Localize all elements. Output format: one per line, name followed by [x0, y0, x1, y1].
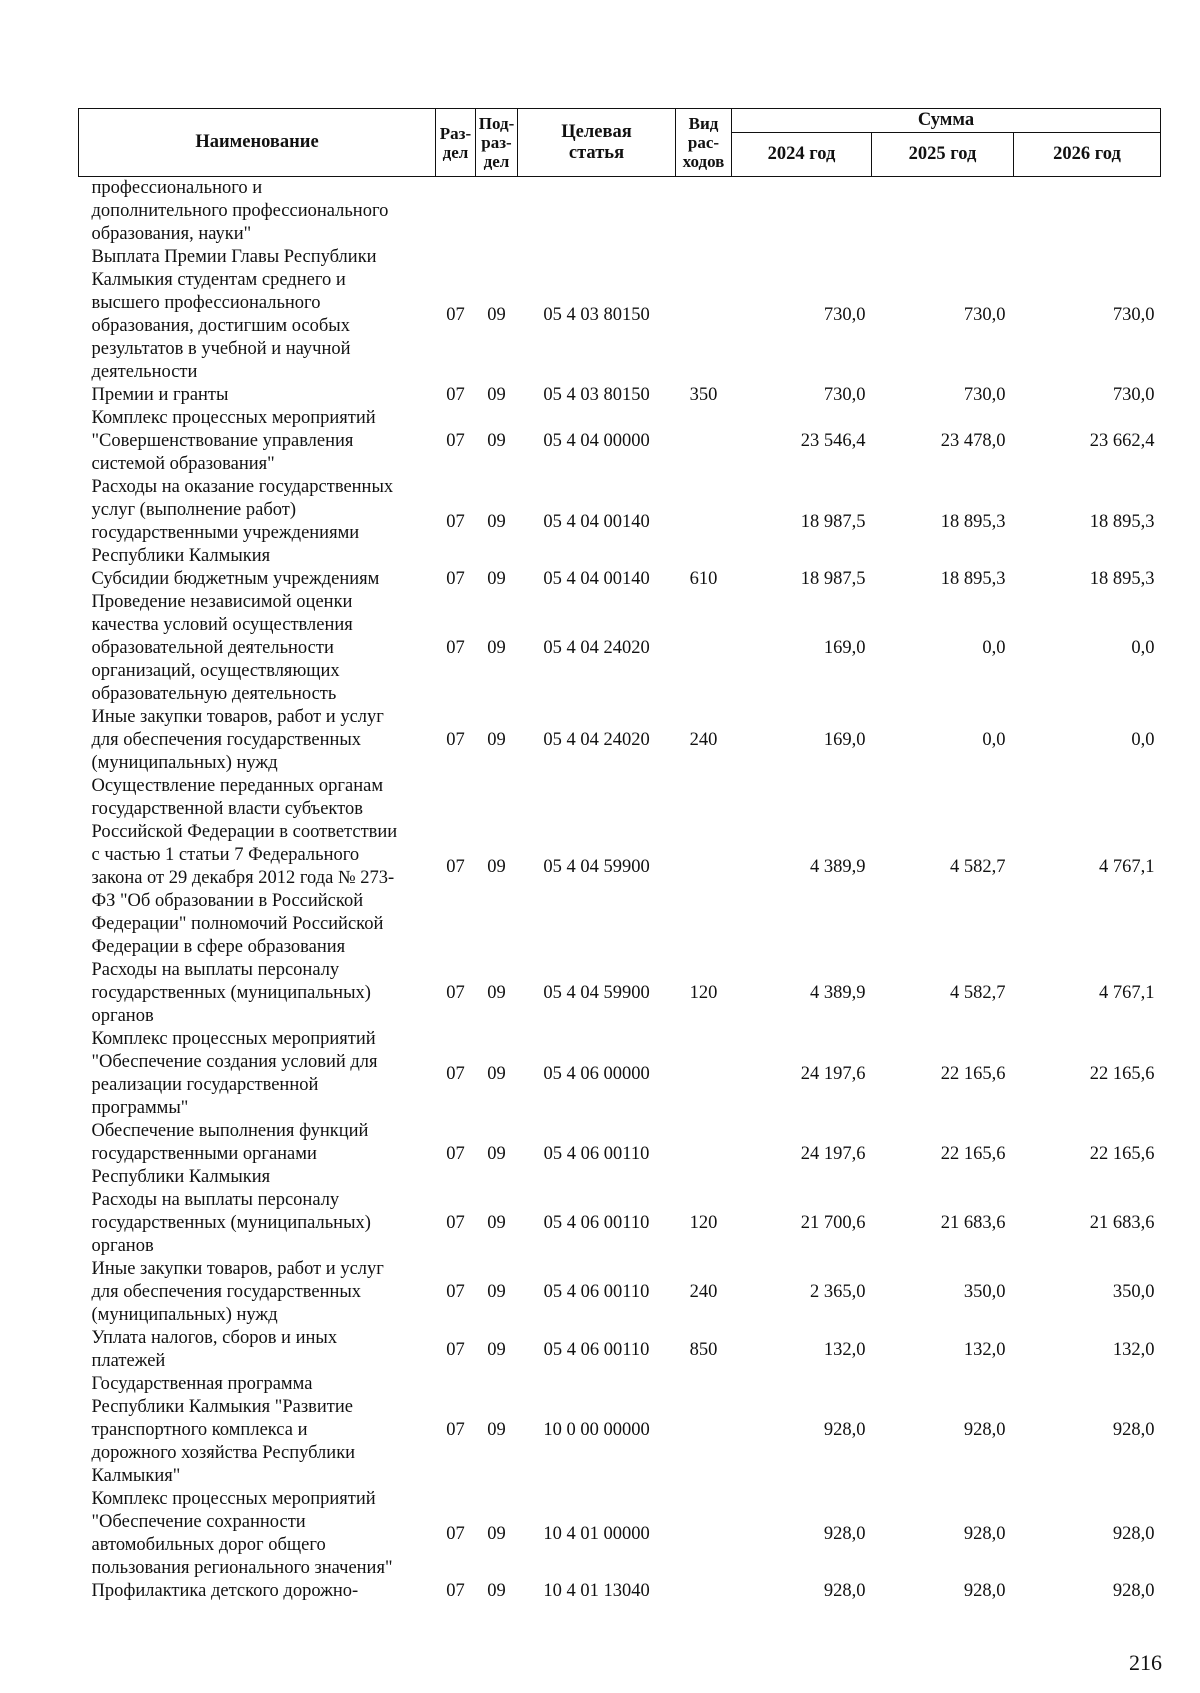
- row-razdel: 07: [446, 1339, 465, 1360]
- table-row: [79, 1258, 1161, 1327]
- row-podrazdel: 09: [487, 1420, 506, 1440]
- table-row: [79, 706, 1161, 775]
- row-name: Расходы на выплаты персоналу государственных (муниципальных) органов: [91, 960, 371, 1026]
- table-row: [79, 591, 1161, 706]
- row-sum-2024: 730,0: [823, 385, 866, 405]
- row-podrazdel: 09: [487, 1581, 506, 1601]
- header-kind: Вид рас- ходов: [676, 109, 732, 177]
- row-razdel: 07: [446, 1213, 465, 1233]
- header-2024: 2024 год: [732, 133, 872, 177]
- row-name: Иные закупки товаров, работ и услуг для обеспечения государственных (муниципальных) нужд: [91, 707, 384, 773]
- row-sum-2026: 730,0: [1112, 304, 1155, 325]
- row-name: профессионального и дополнительного профессионального образования, науки": [91, 178, 389, 244]
- row-sum-2025: 730,0: [963, 304, 1006, 325]
- row-name: Премии и гранты: [91, 385, 229, 405]
- row-podrazdel: 09: [487, 304, 506, 325]
- header-razdel: Раз- дел: [436, 109, 476, 177]
- row-kind: 610: [689, 569, 718, 589]
- header-sum: Сумма: [732, 109, 1161, 133]
- row-sum-2025: 4 582,7: [950, 856, 1006, 877]
- row-podrazdel: 09: [487, 1144, 506, 1164]
- row-sum-2026: 928,0: [1112, 1581, 1155, 1601]
- row-sum-2026: 23 662,4: [1089, 431, 1155, 451]
- row-kind: 350: [689, 385, 718, 405]
- row-sum-2025: 928,0: [963, 1420, 1006, 1440]
- row-sum-2025: 0,0: [982, 638, 1006, 658]
- row-kind: [676, 1488, 732, 1580]
- row-razdel: 07: [446, 1420, 465, 1440]
- row-podrazdel: 09: [487, 385, 506, 405]
- row-name: Обеспечение выполнения функций государственными органами Республики Калмыкия: [91, 1121, 369, 1187]
- table-row: [79, 1327, 1161, 1373]
- row-name: Иные закупки товаров, работ и услуг для обеспечения государственных (муниципальных) нужд: [91, 1259, 384, 1325]
- row-target: [518, 177, 676, 247]
- row-sum-2024: 730,0: [823, 304, 866, 325]
- row-kind: [676, 407, 732, 476]
- row-sum-2025: 928,0: [963, 1581, 1006, 1601]
- row-podrazdel: 09: [487, 431, 506, 451]
- row-sum-2026: 132,0: [1112, 1339, 1155, 1360]
- row-sum-2026: 350,0: [1112, 1282, 1155, 1302]
- row-kind: [676, 1373, 732, 1488]
- row-sum-2026: 928,0: [1112, 1420, 1155, 1440]
- row-sum-2026: 730,0: [1112, 385, 1155, 405]
- row-sum-2026: 22 165,6: [1089, 1063, 1155, 1084]
- row-name: Комплекс процессных мероприятий "Обеспечение создания условий для реализации государственной программы": [91, 1029, 378, 1118]
- row-sum-2024: 169,0: [823, 730, 866, 750]
- row-sum-2025: 730,0: [963, 385, 1006, 405]
- row-target: 05 4 03 80150: [543, 385, 650, 405]
- row-sum-2025: 928,0: [963, 1523, 1006, 1544]
- table-row: [79, 476, 1161, 568]
- row-podrazdel: [476, 177, 518, 247]
- row-kind: [676, 775, 732, 959]
- row-sum-2024: 928,0: [823, 1523, 866, 1544]
- table-row: [79, 1373, 1161, 1488]
- row-podrazdel: 09: [487, 1339, 506, 1360]
- row-razdel: 07: [446, 1581, 465, 1601]
- row-sum-2026: 18 895,3: [1089, 569, 1155, 589]
- row-target: 10 4 01 13040: [543, 1581, 650, 1601]
- row-target: 05 4 06 00000: [543, 1063, 650, 1084]
- budget-table: [78, 108, 1161, 1603]
- row-kind: [676, 177, 732, 247]
- row-podrazdel: 09: [487, 1523, 506, 1544]
- row-kind: [676, 1120, 732, 1189]
- row-target: 05 4 04 24020: [543, 730, 650, 750]
- row-kind: [676, 476, 732, 568]
- row-sum-2024: 132,0: [823, 1339, 866, 1360]
- row-sum-2025: 18 895,3: [940, 569, 1006, 589]
- row-podrazdel: 09: [487, 638, 506, 658]
- header-target: Целевая статья: [518, 109, 676, 177]
- row-name: Комплекс процессных мероприятий "Обеспечение сохранности автомобильных дорог общего пользования регионального значения": [91, 1489, 393, 1578]
- row-kind: 120: [689, 1213, 718, 1233]
- row-sum-2026: 22 165,6: [1089, 1144, 1155, 1164]
- row-podrazdel: 09: [487, 1282, 506, 1302]
- row-sum-2025: 21 683,6: [940, 1213, 1006, 1233]
- row-name: Проведение независимой оценки качества условий осуществления образовательной деятельности организаций, осуществляющих образовательную деятельность: [91, 592, 353, 704]
- row-podrazdel: 09: [487, 730, 506, 750]
- row-target: 05 4 03 80150: [543, 304, 650, 325]
- row-kind: 120: [689, 983, 718, 1003]
- row-kind: 240: [689, 1282, 718, 1302]
- row-razdel: 07: [446, 730, 465, 750]
- row-sum-2026: 928,0: [1112, 1523, 1155, 1544]
- row-kind: [676, 1580, 732, 1603]
- row-sum-2024: 4 389,9: [810, 856, 866, 877]
- table-row: [79, 1580, 1161, 1603]
- row-name: Выплата Премии Главы Республики Калмыкия студентам среднего и высшего профессионального образования, достигшим особых результатов в учебной и научной деятельности: [91, 247, 377, 382]
- header-name: Наименование: [79, 109, 436, 177]
- row-target: 10 4 01 00000: [543, 1523, 650, 1544]
- row-razdel: 07: [446, 1282, 465, 1302]
- row-podrazdel: 09: [487, 983, 506, 1003]
- table-row: [79, 177, 1161, 247]
- table-row: [79, 1488, 1161, 1580]
- row-kind: [676, 591, 732, 706]
- row-sum-2025: 350,0: [963, 1282, 1006, 1302]
- row-sum-2024: [732, 177, 872, 247]
- row-razdel: 07: [446, 638, 465, 658]
- row-razdel: 07: [446, 856, 465, 877]
- row-target: 05 4 06 00110: [543, 1144, 650, 1164]
- table-row: [79, 407, 1161, 476]
- row-sum-2025: 23 478,0: [940, 431, 1006, 451]
- row-target: 10 0 00 00000: [543, 1420, 650, 1440]
- row-podrazdel: 09: [487, 511, 506, 532]
- row-target: 05 4 04 59900: [543, 856, 650, 877]
- row-sum-2026: 0,0: [1131, 730, 1155, 750]
- row-sum-2025: 4 582,7: [950, 983, 1006, 1003]
- table-row: [79, 246, 1161, 384]
- table-row: [79, 1028, 1161, 1120]
- row-sum-2025: 18 895,3: [940, 511, 1006, 532]
- row-sum-2024: 24 197,6: [800, 1144, 866, 1164]
- header-podrazdel: Под- раз- дел: [476, 109, 518, 177]
- row-target: 05 4 06 00110: [543, 1213, 650, 1233]
- row-razdel: 07: [446, 1144, 465, 1164]
- row-kind: [676, 246, 732, 384]
- row-sum-2024: 169,0: [823, 638, 866, 658]
- row-name: Профилактика детского дорожно-: [91, 1581, 359, 1601]
- row-podrazdel: 09: [487, 856, 506, 877]
- row-razdel: 07: [446, 511, 465, 532]
- row-kind: 240: [689, 730, 718, 750]
- row-razdel: 07: [446, 385, 465, 405]
- row-sum-2024: 18 987,5: [800, 569, 866, 589]
- row-razdel: [436, 177, 476, 247]
- row-sum-2024: 928,0: [823, 1420, 866, 1440]
- row-sum-2026: 18 895,3: [1089, 511, 1155, 532]
- header-2026: 2026 год: [1014, 133, 1161, 177]
- row-razdel: 07: [446, 431, 465, 451]
- row-sum-2025: 22 165,6: [940, 1063, 1006, 1084]
- table-row: [79, 1120, 1161, 1189]
- row-kind: [676, 1028, 732, 1120]
- row-target: 05 4 04 24020: [543, 638, 650, 658]
- row-razdel: 07: [446, 1063, 465, 1084]
- row-target: 05 4 04 00140: [543, 511, 650, 532]
- table-row: [79, 384, 1161, 407]
- row-target: 05 4 06 00110: [543, 1339, 650, 1360]
- row-sum-2024: 24 197,6: [800, 1063, 866, 1084]
- table-body: [79, 177, 1161, 1604]
- row-name: Уплата налогов, сборов и иных платежей: [91, 1328, 338, 1371]
- table-row: [79, 568, 1161, 591]
- row-kind: 850: [689, 1339, 718, 1360]
- row-podrazdel: 09: [487, 1213, 506, 1233]
- row-name: Осуществление переданных органам государственной власти субъектов Российской Федерации в соответствии с частью 1 статьи 7 Федерального закона от 29 декабря 2012 года № 273- ФЗ "Об образовании в Российской Федерации" полномочий Российской Федерации в сфере образования: [91, 776, 398, 957]
- row-sum-2026: [1014, 177, 1161, 247]
- table-row: [79, 959, 1161, 1028]
- row-sum-2026: 4 767,1: [1099, 856, 1155, 877]
- row-name: Расходы на оказание государственных услуг (выполнение работ) государственными учреждениями Республики Калмыкия: [91, 477, 394, 566]
- row-name: Расходы на выплаты персоналу государственных (муниципальных) органов: [91, 1190, 371, 1256]
- row-sum-2024: 928,0: [823, 1581, 866, 1601]
- row-name: Субсидии бюджетным учреждениям: [91, 569, 380, 589]
- row-razdel: 07: [446, 569, 465, 589]
- row-sum-2026: 4 767,1: [1099, 983, 1155, 1003]
- row-sum-2026: 21 683,6: [1089, 1213, 1155, 1233]
- row-target: 05 4 04 00140: [543, 569, 650, 589]
- row-sum-2024: 2 365,0: [810, 1282, 866, 1302]
- row-podrazdel: 09: [487, 569, 506, 589]
- row-podrazdel: 09: [487, 1063, 506, 1084]
- row-name: Государственная программа Республики Калмыкия "Развитие транспортного комплекса и дорожного хозяйства Республики Калмыкия": [91, 1374, 356, 1486]
- row-sum-2024: 23 546,4: [800, 431, 866, 451]
- row-target: 05 4 04 59900: [543, 983, 650, 1003]
- row-name: Комплекс процессных мероприятий "Совершенствование управления системой образования": [91, 408, 376, 474]
- table-header: [79, 109, 1161, 177]
- row-sum-2024: 21 700,6: [800, 1213, 866, 1233]
- row-razdel: 07: [446, 1523, 465, 1544]
- row-target: 05 4 06 00110: [543, 1282, 650, 1302]
- row-sum-2025: 132,0: [963, 1339, 1006, 1360]
- row-razdel: 07: [446, 304, 465, 325]
- row-sum-2024: 4 389,9: [810, 983, 866, 1003]
- table-row: [79, 775, 1161, 959]
- row-sum-2025: 22 165,6: [940, 1144, 1006, 1164]
- row-sum-2025: [872, 177, 1014, 247]
- row-sum-2024: 18 987,5: [800, 511, 866, 532]
- row-razdel: 07: [446, 983, 465, 1003]
- row-target: 05 4 04 00000: [543, 431, 650, 451]
- header-2025: 2025 год: [872, 133, 1014, 177]
- row-sum-2025: 0,0: [982, 730, 1006, 750]
- table-row: [79, 1189, 1161, 1258]
- page-number: 216: [1129, 1650, 1162, 1675]
- row-sum-2026: 0,0: [1131, 638, 1155, 658]
